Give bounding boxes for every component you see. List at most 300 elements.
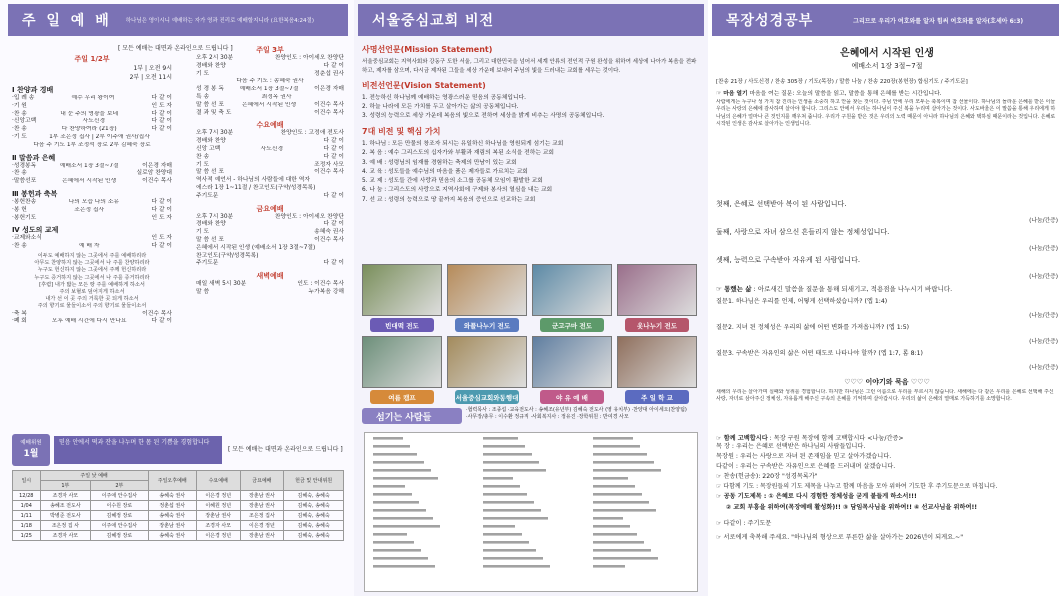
question-answer: (나눔/간증) [1029, 339, 1058, 345]
table-cell: 장춘남 권사 [148, 521, 196, 531]
committee-badge [12, 434, 50, 466]
order-row-cell: 오후 예배 시간에 다시 만나요 [51, 318, 127, 325]
service-row [196, 110, 344, 118]
service-row-cell [226, 221, 324, 229]
order-row-cell: 다 같 이 [151, 318, 172, 325]
table-row [13, 501, 344, 511]
table-cell: 이혜원 정년 [196, 501, 240, 511]
study-panel: 목장성경공부 그리므로 우리가 여호와를 알자 힘써 여호와를 알자(호세아 6:3) 은혜에서 시작된 인생 예배소서 1장 3절~7절 [찬송 21장 / 사도신경 / 찬송 305장 / 기도(목장) / 말씀 나눔 / 찬송 220장(봉헌장) 합심기도 / 주기도문] ☞ 마음 열기 마음을 여는 질문: 오늘의 말씀을 읽고, 말씀을 통해 은혜를 받는 시간입니다. 사람에게는 누구나 성 가지 참 진리는 인생을 소중히 하고 안을 찾는 것이다. 주님 안에 우리 모두는 축복이며 참 선물이다. 하나님의 놀라운 은혜를 받은 이들 우리는 사랑의 은혜에 감사하며 살아야 합니다. 그리스도 안에서 우리는 하나님이 주신 복을 누리며 살아가는 것이다. 사도바울은 이 말씀을 통해 우리에게 하나님의 은혜가 얼마나 큰 것인지를 깨우쳐 줍니다. 우리가 구원을 받은 것은 우리의 노력 때문이 아니라 하나님의 은혜와 택하심 때문이라는 것입니다. 은혜로 시작된 인생은 감사로 살아가는 인생입니다. 첫째, 은혜로 선택받아 복이 된 사람입니다. (나눔/간증) 둘째, 사랑으로 자녀 삼으신 흔들리지 않는 정체성입니다. (나눔/간증) 셋째, 능력으로 구속받아 자유케 된 사람입니다. (나눔/간증) ☞ 통했는 삶 : 아로새긴 말씀을 질문을 통해 되새기고, 적용점을 나누시기 바랍니다. 질문1. 하나님은 우리를 언제, 어떻게 선택하셨습니까? (엡 1:4) (나눔/간증) 질문2. 지녀 된 정체성은 우리의 삶에 어떤 변화를 가져옵니까? (엡 1:5) (나눔/간증) 질문3. 구속받은 자유인의 삶은 어떤 태도로 나타나야 할까? (엡 1:7, 롬 8:1) (나눔/간증) ♡♡♡ 이야기와 묵음 ♡♡♡ 새해의 우리는 살아가며 실패와 성취를 경험합니다. 하지만 하나님은 그런 이름으로 우리를 부르시지 않습니다. 새해에는 다 같은 우리를 은혜로 선택해 주신 사랑, 자녀로 삼아주신 정체성, 자유롭게 해주신 구속의 은혜를 기억하며 살아갑시다. 우리의 삶이 은혜의 열매로 가득하기를 소망합니다. ☞ 함께 고백합시다 : 목장 구원 목장에 함께 고백합시다 <나눔/간증> 목 장 : 우리는 은혜로 선택받은 하나님의 사람들입니다. 목장원 : 우리는 사랑으로 자녀 된 존재임을 믿고 살아가겠습니다. 다같이 : 우리는 구속받은 자유인으로 은혜를 드러내며 살겠습니다. ☞ 찬송(헌금송): 220장 "성경목록가" ☞ 다함께 기도 : 목장원들의 기도 제목을 나누고 함께 마음을 모아 위하여 기도한 후 주기도문으로 마칩니다. ☞ 공동 기도제목 : ① 은혜로 다시 경험한 정체성을 굳게 붙들게 하소서!!! ② 교회 부흥을 위하여(목장예배 활성화)!! ③ 담임목사님을 위하여!! ④ 선교사님을 위하여!! ☞ 다같이 : 주기도문 ☞ 서로에게 축복해 주세요. "하나님의 형상으로 푸른한 삶을 살아가는 2026년이 되게요.~" [708, 0, 1063, 596]
table-cell: 김혜숙, 송혜숙 [284, 491, 344, 501]
service-row-cell: 이건수 목사 [314, 236, 344, 243]
service-row-cell: 말 씀 [196, 288, 210, 295]
hymn-line: 주의 향기로 물들이소서 주의 향기로 물들이소서 [37, 303, 147, 310]
activity-caption: 야 유 예 배 [540, 390, 604, 404]
friday-time: 오후 7시 30분 [196, 213, 234, 220]
worship-title: 주 일 예 배 [22, 13, 112, 29]
roster-line [373, 461, 424, 464]
order-row-cell: ·말씀선포 [12, 178, 37, 185]
service-row [196, 146, 344, 154]
table-cell: 장춘남 권사 [240, 491, 284, 501]
intro-label: ☞ 마음 열기 [716, 91, 748, 97]
common-prayer: ☞ 공동 기도제목 : ① 은혜로 다시 경험한 정체성을 굳게 붙들게 하소서!!! [716, 493, 917, 500]
committee-month: 1월 [23, 449, 39, 459]
order-row-cell: 예 배 자 [78, 243, 100, 250]
roster-line [373, 533, 407, 536]
roster-line [373, 549, 421, 552]
order-row-cell: ·신앙고백 [12, 118, 37, 125]
table-row [13, 491, 344, 501]
order-row [12, 170, 172, 178]
order-section-heading: Ⅰ 찬양과 경배 [12, 86, 54, 94]
table-cell: 1/04 [13, 501, 41, 511]
order-row-cell: 사도신경 [82, 118, 106, 125]
table-cell: 12/28 [13, 491, 41, 501]
table-cell: 김혜숙, 송혜숙 [284, 511, 344, 521]
study-title: 목장성경공부 [726, 13, 814, 29]
table-header-cell: 수요예배 [196, 471, 240, 491]
service-row [196, 154, 344, 162]
roster-line [373, 437, 403, 440]
table-cell: 송혜숙 권사 [148, 531, 196, 541]
story-title: ♡♡♡ 이야기와 묵음 ♡♡♡ [844, 378, 930, 386]
service-row-cell [315, 185, 344, 193]
roster-line [483, 445, 525, 448]
table-row [13, 511, 344, 521]
service-row-cell: 성 경 봉 독 [196, 86, 224, 93]
value-item: 4. 교 육 : 성도들을 예수님의 마음을 품은 제자들로 가르치는 교회 [362, 168, 528, 175]
activity-photo [617, 264, 697, 316]
roster-line [483, 493, 527, 496]
friday-title: 금요예배 [256, 204, 284, 213]
roster-line [483, 541, 529, 544]
hymn-line: 이두도 예배하지 않는 그곳에서 주를 예배하리라 [37, 252, 147, 259]
service-row-cell: 이건수 목사 [314, 109, 344, 116]
roster-line [373, 509, 426, 512]
service-row-cell [218, 193, 323, 201]
service-row-cell: 기 도 [196, 229, 210, 236]
table-cell: 장춘남 권사 [240, 531, 284, 541]
activity-photo [532, 264, 612, 316]
service-row-cell: 다 같 이 [323, 260, 344, 267]
roster-line [483, 461, 539, 464]
service-row-cell: 조정자 사모 [314, 161, 344, 168]
service-row-cell [310, 177, 344, 185]
roster-line [593, 541, 644, 544]
service-row [196, 237, 344, 245]
wednesday-title: 수요예배 [256, 121, 284, 130]
worship-panel [0, 0, 354, 596]
roster-line [483, 485, 520, 488]
service-row-cell: 말 씀 선 포 [196, 236, 224, 243]
roster-line [593, 509, 656, 512]
vision-statement-title: 비전선언문(Vision Statement) [362, 81, 486, 90]
order-row-cell: ·입 례 송 [12, 95, 35, 101]
roster-line [483, 549, 536, 552]
friday-leader: 찬양인도 : 아이세오 찬양단 [274, 213, 344, 220]
service-row-cell: 최정옥 권사 [261, 93, 292, 100]
application-text: 아로새긴 말씀을 질문을 통해 되새기고, 적용점을 나누시기 바랍니다. [757, 285, 953, 293]
service-row-cell: 송혜숙 권사 [314, 229, 344, 236]
order-row [12, 243, 172, 251]
order-row-cell: 내 눈 주의 영광을 보네 [60, 110, 119, 117]
service-row-cell: 역사적 예언서 - 하나님의 사람들에 대한 역자 [196, 177, 310, 184]
table-cell: 이은경 정년 [240, 521, 284, 531]
service-row [196, 245, 344, 253]
roster-line [373, 493, 412, 496]
table-cell: 이주애 안수집사 [91, 521, 148, 531]
roster-line [483, 453, 532, 456]
table-header-cell: 주일오후예배 [148, 471, 196, 491]
order-row-cell [27, 103, 152, 111]
service-order-1-2 [12, 54, 172, 326]
service-3-title: 주일 3부 [256, 46, 284, 54]
service-row-cell: 경배와 찬양 [196, 62, 226, 69]
table-cell: 이수원 장로 [91, 501, 148, 511]
service-row-cell: 다 같 이 [323, 153, 344, 160]
activity-caption: 여름 캠프 [370, 390, 434, 404]
order-row-cell: 이건수 목사 [142, 310, 172, 317]
service-row-cell: 다 같 이 [323, 62, 344, 69]
activity-caption: 서울중심교회와동행대 [455, 390, 519, 404]
order-row-cell: 인 도 자 [151, 235, 172, 242]
order-row [12, 134, 172, 142]
roster-line [373, 557, 428, 560]
service-row-cell: 결 과 및 축 도 [196, 109, 232, 116]
closing-prayer: ☞ 다같이 : 주기도문 [716, 520, 772, 527]
table-cell: 1/18 [13, 521, 41, 531]
service-row-cell: 사도신경 [260, 145, 284, 152]
roster-line [593, 501, 649, 504]
activity-photo [447, 336, 527, 388]
service-row [196, 221, 344, 229]
order-row-cell: 은혜에서 시작된 인생 [62, 178, 117, 185]
service-1-2-title: 주일 1/2부 [74, 55, 110, 63]
value-item: 1. 하나님 : 모든 만물의 창조자 되시는 유일하신 하나님을 영원되게 섬기는 교회 [362, 141, 564, 147]
order-row-cell: 다 같 이 [151, 95, 172, 101]
table-row [13, 521, 344, 531]
order-row-cell: 다 같 이 [151, 110, 172, 117]
value-item: 6. 나 눔 : 그리스도의 사랑으로 지역사회에 구제와 봉사의 열심을 내는 교회 [362, 187, 553, 194]
table-cell: 박병준 전도사 [40, 511, 91, 521]
dawn-leader: 인도 : 이건수 목사 [297, 281, 344, 288]
roster-line [593, 565, 625, 568]
table-cell: 김혜숙, 송혜숙 [284, 531, 344, 541]
activity-photo [362, 264, 442, 316]
service-row [196, 86, 344, 94]
roster-line [373, 485, 405, 488]
table-header-cell: 일시 [13, 471, 41, 491]
service-row-cell: 다 같 이 [323, 138, 344, 145]
point-3-answer: (나눔/간증) [1029, 274, 1058, 280]
roster-line [483, 557, 543, 560]
online-notice: [ 모든 예배는 대면과 온라인으로 드립니다 ] [118, 45, 233, 52]
order-section-heading: Ⅳ 성도의 교제 [12, 226, 59, 235]
roster-line [483, 469, 546, 472]
table-cell: 김혜숙, 송혜숙 [284, 501, 344, 511]
table-cell: 송혜숙 권사 [148, 511, 196, 521]
service-row-cell: 찬 송 [196, 153, 210, 160]
confession-text: 목장 구원 목장에 함께 고백합시다 <나눔/간증> [773, 435, 904, 442]
lesson-order: [찬송 21장 / 사도신경 / 찬송 305장 / 기도(목장) / 말씀 나눔 / 찬송 220장(봉헌장) 합심기도 / 주기도문] [716, 79, 968, 85]
roster-line [483, 565, 550, 568]
service-row-cell [231, 110, 314, 118]
order-row-cell: 이건수 목사 [142, 178, 172, 185]
roster-line [593, 549, 651, 552]
service-row-cell: 은혜에서 시작된 인생 [242, 101, 297, 108]
order-row-cell: ·기 원 [12, 102, 27, 109]
point-1-answer: (나눔/간증) [1029, 218, 1058, 224]
service-row-cell: 에스라 1장 1~11절 / 찬고인도(구약/성경목록) [196, 184, 316, 191]
service-row-cell: 신앙 고백 [196, 145, 221, 152]
table-subheader-cell: 2부 [91, 481, 148, 491]
table-cell: 김혜정 장로 [91, 531, 148, 541]
roster-line [373, 469, 431, 472]
confession-label: ☞ 함께 고백합시다 [716, 435, 768, 442]
roster-line [373, 565, 435, 568]
question-answer: (나눔/간증) [1029, 365, 1058, 371]
service-row-cell: 다 같 이 [323, 192, 344, 199]
roster-line [373, 501, 419, 504]
table-cell: 이은경 정년 [196, 531, 240, 541]
table-cell: 송혜조 전도사 [40, 501, 91, 511]
order-row-cell: 실로암 찬양대 [136, 170, 172, 177]
order-row-cell: ·찬 송 [12, 110, 27, 117]
service-row-cell: 예배소서 1장 3절~7절 [239, 86, 299, 93]
question: 질문1. 하나님은 우리를 언제, 어떻게 선택하셨습니까? (엡 1:4) [716, 298, 888, 305]
point-1: 첫째, 은혜로 선택받아 복이 된 사람입니다. [716, 200, 847, 208]
order-row-cell [36, 215, 151, 223]
wednesday-time: 오후 7시 30분 [196, 130, 234, 137]
service-row [196, 169, 344, 177]
activity-photo [532, 336, 612, 388]
order-row-cell: ·기 도 [12, 133, 27, 140]
worship-header [8, 4, 348, 36]
roster-line [373, 525, 440, 528]
order-row-cell: 예배소서 1장 3절~7절 [59, 162, 119, 169]
roster-line [483, 533, 522, 536]
table-cell: 조은정 집 사 [40, 521, 91, 531]
order-row-cell: ·폐 회 [12, 318, 27, 325]
table-header-cell: 주일 낮 예배 [40, 471, 148, 481]
service-row-cell: 다음 주 기도 : 송혜숙 권사 [236, 78, 304, 85]
service-row-cell: 찬고인도(구약/성경목록) [196, 252, 259, 259]
hymn-line: [후렴] 내가 밟는 모든 땅 주를 예배하게 하소서 [39, 281, 145, 288]
order-row-cell: 나의 모습 나의 소유 [68, 198, 120, 205]
order-section-heading: Ⅱ 말씀과 은혜 [12, 153, 56, 162]
service-time-2: 2부 | 오전 11시 [129, 74, 172, 81]
service-3-leader: 찬양인도 : 아이세오 찬양단 [274, 55, 344, 61]
service-row-cell: 이건수 목사 [314, 169, 344, 176]
service-row-cell [209, 154, 323, 162]
table-header-row [13, 471, 344, 481]
table-cell: 1/11 [13, 511, 41, 521]
hymn-line: 아무도 찬양하지 않는 그곳에서 나 주를 찬양하리라 [34, 260, 150, 267]
service-row-cell [209, 289, 309, 297]
order-row-cell [42, 235, 152, 243]
order-row-cell: 다 같 이 [151, 118, 172, 125]
order-row-cell: ·봉헌기도 [12, 214, 37, 221]
service-row-cell [209, 71, 314, 79]
value-item: 2. 복 음 : 예수 그리스도의 십자가와 부활과 재림의 복된 소식을 전하는 교회 [362, 150, 554, 157]
activity-caption: 군고구마 전도 [540, 318, 604, 332]
question: 질문3. 구속받은 자유인의 삶은 어떤 태도로 나타나야 할까? (엡 1:7, 롬 8:1) [716, 350, 923, 357]
table-cell: 장춘남 권사 [240, 501, 284, 511]
service-row-cell [218, 260, 323, 268]
service-row [196, 177, 344, 185]
hymn-line: 내가 선 이 곳 주의 거룩한 곳 되게 하소서 [45, 296, 139, 303]
table-cell: 김혜정 장로 [91, 511, 148, 521]
closing-blessing: ☞ 서로에게 축복해 주세요. "하나님의 형상으로 푸른한 삶을 살아가는 2026년이 되게요.~" [716, 534, 964, 541]
order-row-cell [27, 170, 137, 178]
intro-text: 마음을 여는 질문: 오늘의 말씀을 읽고, 말씀을 통해 은혜를 받는 시간입니다. [749, 91, 942, 97]
servers-info-2: ·사무장/총무 : 이수환 정규직 ·사회복지사 : 정유진 ·장학위원 : 반여경 사모 [466, 413, 629, 420]
study-verse: 그리므로 우리가 여호와를 알자 힘써 여호와를 알자(호세아 6:3) [853, 17, 1024, 25]
service-row [196, 229, 344, 237]
value-item: 7. 선 교 : 성령의 능력으로 땅 끝까지 복음의 증인으로 선교하는 교회 [362, 196, 536, 203]
service-row [196, 94, 344, 102]
order-row [12, 178, 172, 186]
mission-text: 서울중심교회는 지역사회와 강동구 도한 서울, 그리고 대한민국을 넘어서 세계 안류의 전인적 구원 완성을 위하여 세상에 나아가 복음을 전파하고, 제자를 삼으며, 다시금 제자된 그들을 세상 가운데 보내어 주님의 빛을 드러내는 교회를 세우는 것이다. [362, 59, 697, 74]
order-row [12, 142, 172, 150]
roster-line [483, 517, 548, 520]
service-row-cell [224, 237, 314, 245]
lesson-title: 은혜에서 시작된 인생 [840, 48, 934, 59]
order-row [12, 95, 172, 103]
service-row-cell [226, 63, 324, 71]
offering-hymn: ☞ 찬송(헌금송): 220장 "성경목록가" [716, 473, 818, 480]
order-row-cell: ·봉 헌 [12, 206, 27, 213]
service-row-cell [209, 229, 314, 237]
study-header [712, 4, 1059, 36]
service-row-cell: 주기도문 [196, 260, 219, 267]
order-row [12, 111, 172, 119]
service-row-cell [226, 138, 324, 146]
point-2: 둘째, 사랑으로 자녀 삼으신 흔들리지 않는 정체성입니다. [716, 228, 890, 236]
table-cell: 장춘남 권사 [196, 511, 240, 521]
vision-panel [354, 0, 708, 596]
table-row [13, 531, 344, 541]
table-cell: 이주애 안수집사 [91, 491, 148, 501]
worship-verse: 하나님은 영이시니 예배하는 자가 영과 진리로 예배할지니라 (요한복음4:24절) [125, 18, 314, 24]
roster-line [483, 501, 534, 504]
point-2-answer: (나눔/간증) [1029, 246, 1058, 252]
order-row-cell: ·봉헌찬송 [12, 198, 37, 205]
activity-caption: 옷나누기 전도 [625, 318, 689, 332]
table-cell: 1/25 [13, 531, 41, 541]
service-row-cell: 주기도문 [196, 192, 219, 199]
order-row-cell: 다 같 이 [151, 198, 172, 205]
order-row-cell: ·찬 송 [12, 243, 27, 250]
service-row-cell: 누가복음 강해 [308, 288, 344, 295]
table-cell: 조경자 사모 [40, 491, 91, 501]
service-order-3 [196, 45, 344, 297]
service-row-cell: 다 같 이 [323, 145, 344, 152]
confession-line: 목 장 : 우리는 은혜로 선택받은 하나님의 사람들입니다. [716, 443, 866, 450]
service-row-cell: 은혜에서 시작된 인생 (예배소서 1장 3절~7절) [196, 244, 316, 251]
committee-notice: [ 모든 예배는 대면과 온라인으로 드립니다 ] [228, 446, 343, 453]
table-cell: 조경자 사모 [196, 521, 240, 531]
roster-line [593, 493, 642, 496]
hymn-line: 누구도 증거하지 않는 그곳에서 나 주를 증거하리라 [34, 274, 150, 281]
roster-line [483, 525, 515, 528]
order-row-cell: 조은정 집사 [74, 206, 105, 213]
service-row-cell [224, 169, 314, 177]
roster-line [593, 445, 640, 448]
values-title: 7대 비전 및 핵심 가치 [362, 127, 441, 136]
roster-line [593, 477, 628, 480]
activity-photo [447, 264, 527, 316]
vision-item: 2. 하늘 나라에 모든 가치를 두고 살아가는 삶의 공동체입니다. [362, 104, 519, 110]
roster-line [373, 477, 438, 480]
roster-line [373, 445, 410, 448]
service-row-cell: 경배와 찬양 [196, 138, 226, 145]
roster-line [593, 557, 658, 560]
order-row-cell: 다음 주 기도 1부 조정석 장로 2부 김혜숙 장로 [33, 141, 151, 148]
activity-caption: 주 일 학 교 [625, 390, 689, 404]
activity-caption: 빈대떡 전도 [370, 318, 434, 332]
group-prayer: ☞ 다함께 기도 : 목장원들의 기도 제목을 나누고 함께 마음을 모아 위하여 기도한 후 주기도문으로 마칩니다. [716, 483, 998, 490]
service-row-cell: 말 씀 선 포 [196, 101, 224, 108]
roster-line [373, 541, 414, 544]
order-row-cell: 예수 우리 왕이여 [71, 95, 115, 101]
roster-line [593, 453, 647, 456]
service-row [196, 185, 344, 193]
order-row-cell: ·찬 송 [12, 126, 27, 133]
application-label: ☞ 통했는 삶 [716, 285, 752, 293]
servers-roster-lines [365, 433, 699, 593]
vision-item: 1. 전능하신 하나님께 예배하는 영광스러운 믿음의 공동체입니다. [362, 95, 527, 101]
roster-line [593, 461, 654, 464]
order-row [12, 318, 172, 326]
roster-line [593, 517, 623, 520]
service-row-cell: 기 도 [196, 70, 210, 77]
order-row [12, 215, 172, 223]
service-row-cell [209, 162, 314, 170]
order-row-cell: ·교제와소식 [12, 235, 42, 242]
service-row-cell: 말 씀 선 포 [196, 169, 224, 176]
service-row-cell [315, 245, 344, 253]
order-row [12, 103, 172, 111]
roster-line [593, 437, 633, 440]
vision-header [358, 4, 704, 36]
order-row [12, 126, 172, 134]
order-row-cell: 1부 조은정 집사 | 2부 이주애 권사/집사 [49, 133, 150, 140]
confession-line: 목장원 : 우리는 사랑으로 자녀 된 존재임을 믿고 살아가겠습니다. [716, 453, 892, 460]
roster-line [373, 517, 433, 520]
table-header-cell: 금요예배 [240, 471, 284, 491]
order-row [12, 235, 172, 243]
roster-line [593, 525, 630, 528]
value-item: 3. 예 배 : 성령님의 임재를 경험하는 축제의 만남이 있는 교회 [362, 159, 517, 166]
service-row [196, 289, 344, 297]
question-answer: (나눔/간증) [1029, 313, 1058, 319]
service-row [196, 102, 344, 110]
point-3: 셋째, 능력으로 구속받아 자유케 된 사람입니다. [716, 256, 861, 264]
service-time-1: 1부 | 오전 9시 [133, 65, 172, 72]
table-cell: 송혜숙 권사 [148, 491, 196, 501]
service-row-cell: 특 송 [196, 93, 210, 100]
table-cell: 정춘섭 권사 [148, 501, 196, 511]
table-cell: 조은정 집사 [240, 511, 284, 521]
roster-line [483, 477, 513, 480]
roster-line [483, 437, 518, 440]
service-row-cell: 경배와 찬양 [196, 221, 226, 228]
vision-title: 서울중심교회 비전 [372, 13, 495, 29]
service-row [196, 138, 344, 146]
lesson-ref: 예배소서 1장 3절~7절 [851, 62, 923, 70]
committee-label: 예배위원 [20, 440, 42, 446]
order-row [12, 118, 172, 126]
